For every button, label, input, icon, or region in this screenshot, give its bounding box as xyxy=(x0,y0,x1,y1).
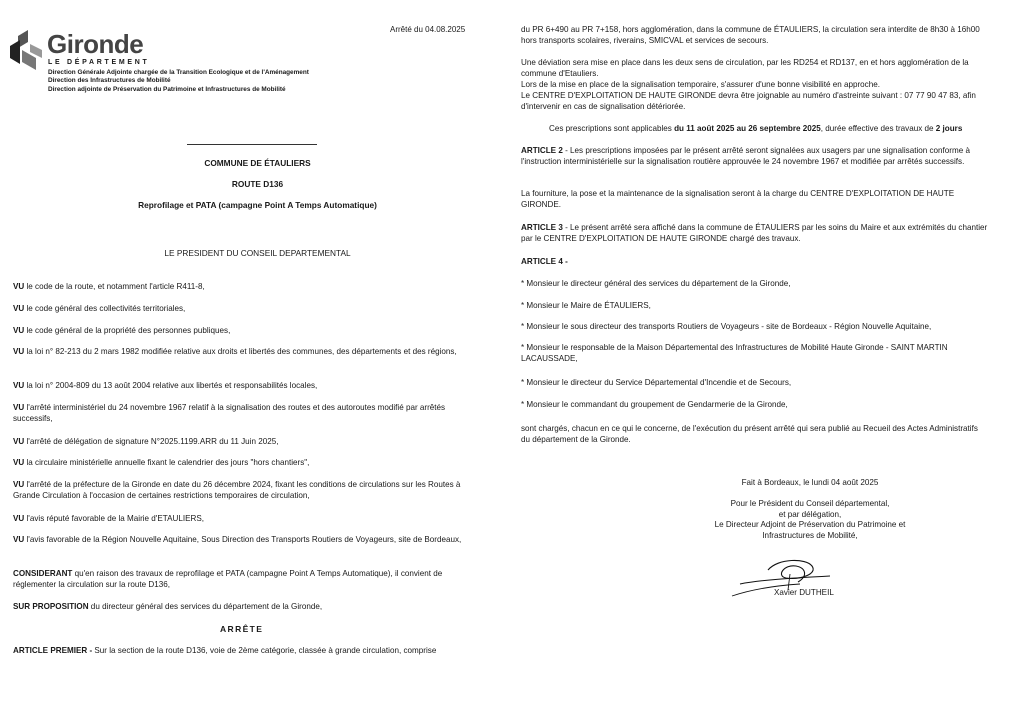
signatory-line: et par délégation, xyxy=(778,509,842,519)
recipient-item: * Monsieur le responsable de la Maison Départemental des Infrastructures de Mobilité Haute Gironde - SAINT MARTIN LACAUSSADE, xyxy=(521,343,948,363)
decree-date: Arrêté du 04.08.2025 xyxy=(390,25,466,34)
deviation-paragraph: Une déviation sera mise en place dans les deux sens de circulation, par les RD254 et RD137, en et hors agglomération de la commune d'Etauliers. xyxy=(521,58,969,78)
visa-item: VU l'arrêté de délégation de signature N°2025.1199.ARR du 11 Juin 2025, xyxy=(13,437,279,446)
visa-item: VU l'avis réputé favorable de la Mairie d'ETAULIERS, xyxy=(13,514,204,523)
recipient-item: * Monsieur le commandant du groupement de Gendarmerie de la Gironde, xyxy=(521,400,788,409)
signatory-line: Infrastructures de Mobilité, xyxy=(762,530,858,540)
visa-item: VU la circulaire ministérielle annuelle fixant le calendrier des jours "hors chantiers", xyxy=(13,458,310,467)
visa-item: VU l'avis favorable de la Région Nouvelle Aquitaine, Sous Direction des Transports Routiers de Voyageurs, site de Bordeaux, xyxy=(13,535,462,544)
place-date: Fait à Bordeaux, le lundi 04 août 2025 xyxy=(741,478,879,487)
article-2-paragraph: La fourniture, la pose et la maintenance de la signalisation seront à la charge du CENTRE D'EXPLOITATION DE HAUTE GIRONDE. xyxy=(521,189,955,209)
works-title: Reprofilage et PATA (campagne Point A Temps Automatique) xyxy=(138,199,377,210)
president-heading: LE PRESIDENT DU CONSEIL DEPARTEMENTAL xyxy=(164,248,351,258)
arrete-heading: ARRÊTE xyxy=(220,624,264,634)
direction-line: Direction des Infrastructures de Mobilité xyxy=(48,77,171,85)
astreinte-paragraph: Le CENTRE D'EXPLOITATION DE HAUTE GIRONDE devra être joignable au numéro d'astreinte suivant : 07 77 90 47 83, afin d'intervenir en cas de signalisation détériorée. xyxy=(521,91,976,111)
brand-subtitle: LE DÉPARTEMENT xyxy=(48,59,150,66)
signatory-name: Xavier DUTHEIL xyxy=(774,588,834,597)
visa-item: VU le code général des collectivités territoriales, xyxy=(13,304,186,313)
recipient-item: * Monsieur le Maire de ÉTAULIERS, xyxy=(521,301,651,310)
recipient-item: * Monsieur le directeur général des services du département de la Gironde, xyxy=(521,279,791,288)
visa-item: VU l'arrêté interministériel du 24 novembre 1967 relatif à la signalisation des routes et des autoroutes modifié par arrêtés successifs, xyxy=(13,403,446,423)
visa-item: VU la loi n° 2004-809 du 13 août 2004 relative aux libertés et responsabilités locales, xyxy=(13,381,318,390)
visa-item: VU le code de la route, et notamment l'article R411-8, xyxy=(13,282,205,291)
document-titles xyxy=(60,158,455,210)
signatory-block xyxy=(690,499,930,541)
article-premier: ARTICLE PREMIER - Sur la section de la route D136, voie de 2ème catégorie, classée à grande circulation, comprise xyxy=(13,646,437,655)
visa-item: VU la loi n° 82-213 du 2 mars 1982 modifiée relative aux droits et libertés des communes, des départements et des régions, xyxy=(13,347,457,356)
proposition-item: SUR PROPOSITION du directeur général des services du département de la Gironde, xyxy=(13,602,323,611)
direction-line: Direction adjointe de Préservation du Patrimoine et Infrastructures de Mobilité xyxy=(48,85,286,93)
visa-item: VU le code général de la propriété des personnes publiques, xyxy=(13,326,231,335)
direction-line: Direction Générale Adjointe chargée de la Transition Ecologique et de l'Aménagement xyxy=(48,69,309,76)
commune-title: COMMUNE DE ÉTAULIERS xyxy=(204,158,311,168)
considerant-item: CONSIDERANT qu'en raison des travaux de reprofilage et PATA (campagne Point A Temps Automatique), il convient de réglementer la circulation sur la route D136, xyxy=(13,569,443,589)
recipient-item: * Monsieur le sous directeur des transports Routiers de Voyageurs - site de Bordeaux - Région Nouvelle Aquitaine, xyxy=(521,322,932,331)
prescriptions-period: Ces prescriptions sont applicables du 11 août 2025 au 26 septembre 2025, durée effective des travaux de 2 jours xyxy=(549,124,963,133)
article-4-heading: ARTICLE 4 - xyxy=(521,257,568,266)
article-premier-continued: du PR 6+490 au PR 7+158, hors agglomération, dans la commune de ÉTAULIERS, la circulation sera interdite de 8h30 à 16h00 hors transports scolaires, riverains, SMICVAL et services de secours. xyxy=(521,25,980,45)
route-title: ROUTE D136 xyxy=(231,178,284,189)
recipient-item: * Monsieur le directeur du Service Départemental d'Incendie et de Secours, xyxy=(521,378,792,387)
closing-paragraph: sont chargés, chacun en ce qui le concerne, de l'exécution du présent arrêté qui sera publié au Recueil des Actes Administratifs du département de la Gironde. xyxy=(521,424,978,444)
separator-rule xyxy=(187,144,317,145)
visa-item: VU l'arrêté de la préfecture de la Gironde en date du 26 décembre 2024, fixant les conditions de circulations sur les Routes à Grande Circulation à l'occasion de certaines restrictions temporaires de circulation, xyxy=(13,480,461,500)
directions-block xyxy=(48,69,328,94)
brand-name: Gironde xyxy=(47,29,144,59)
signatory-line: Pour le Président du Conseil départemental, xyxy=(730,499,890,508)
article-2: ARTICLE 2 - Les prescriptions imposées par le présent arrêté seront signalées aux usagers par une signalisation conforme à l'instruction interministérielle sur la signalisation routière approuvée le 24 novembre 1967 et modifiée par arrêtés successifs. xyxy=(521,146,970,166)
signatory-line: Le Directeur Adjoint de Préservation du Patrimoine et xyxy=(714,520,906,530)
article-3: ARTICLE 3 - Le présent arrêté sera affiché dans la commune de ÉTAULIERS par les soins du Maire et aux extrémités du chantier par le CENTRE D'EXPLOITATION DE HAUTE GIRONDE chargé des travaux. xyxy=(521,223,988,243)
signalisation-paragraph: Lors de la mise en place de la signalisation temporaire, s'assurer d'une bonne visibilité en approche. xyxy=(521,80,880,89)
